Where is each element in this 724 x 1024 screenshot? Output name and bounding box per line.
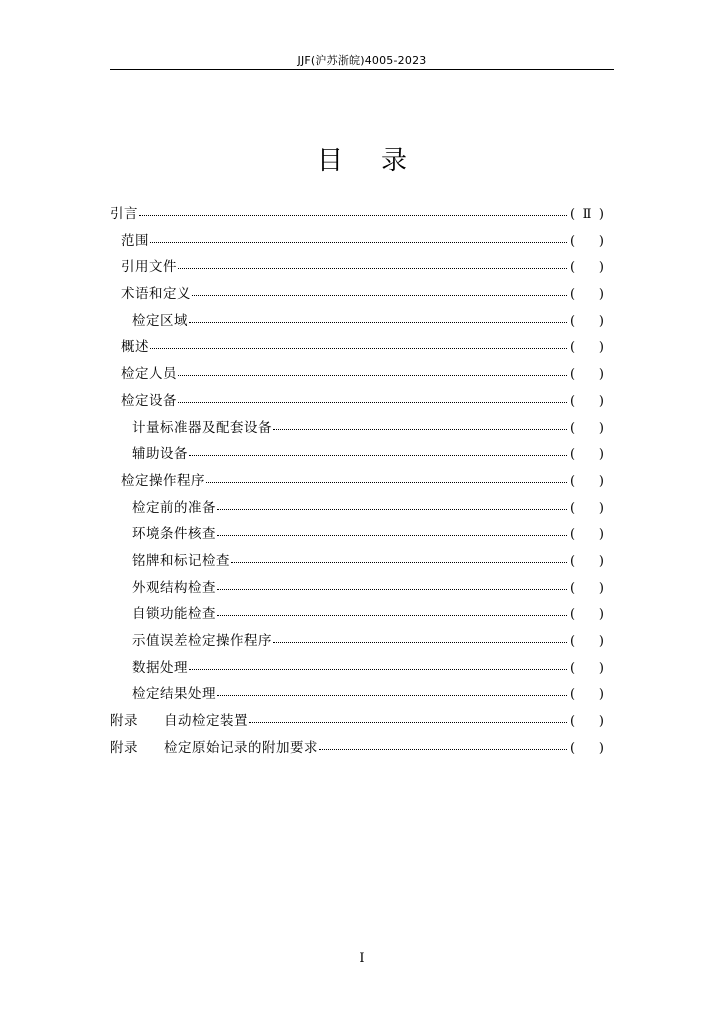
toc-page-ref: ( ) [570,740,604,756]
toc-entry-label [132,415,272,442]
toc-entry[interactable] [110,415,604,442]
toc-entry[interactable] [110,521,604,548]
toc-entry-text: 概述 [121,339,149,356]
dot-leader [150,241,567,243]
toc-entry-label [121,361,177,388]
toc-entry-text: 辅助设备 [132,446,188,463]
toc-page-ref: ( ) [570,634,604,649]
toc-entry-label [121,228,149,255]
toc-page-ref: ( Ⅱ ) [570,202,604,229]
toc-entry[interactable] [110,361,604,388]
page-title: 目录 [316,146,445,176]
toc-entry-text: 引言 [110,206,138,222]
toc-page-ref: ( ) [570,553,604,569]
appendix-prefix: 附录 [110,739,138,756]
toc-entry-text: 外观结构检查 [132,579,216,596]
dot-leader [217,614,567,616]
toc-entry[interactable] [110,388,604,415]
toc-entry[interactable] [110,655,604,682]
toc-page-ref: ( ) [570,367,604,383]
toc-entry-text: 检定前的准备 [132,499,216,516]
toc-entry-text: 自锁功能检查 [132,606,216,623]
toc-entry[interactable] [110,575,604,602]
toc-entry-label [110,735,318,762]
toc-entry-text: 术语和定义 [121,286,191,303]
dot-leader [178,267,567,269]
dot-leader [150,347,567,349]
toc-entry[interactable] [110,628,604,655]
running-header: JJF(沪苏浙皖)4005-2023 [297,54,427,67]
toc-entry-text: 检定操作程序 [121,472,205,489]
toc-entry-label [121,254,177,281]
toc-page-ref: ( ) [570,393,604,409]
dot-leader [178,401,567,403]
toc-entry-label [132,628,272,655]
toc-entry-text: 检定结果处理 [132,686,216,703]
toc-entry-label [132,495,216,522]
dot-leader [217,534,567,536]
dot-leader [206,481,567,483]
toc-entry-label [132,521,216,548]
toc-entry[interactable] [110,254,604,281]
toc-entry[interactable] [110,681,604,708]
toc-entry[interactable] [110,548,604,575]
dot-leader [189,668,567,670]
dot-leader [189,321,567,323]
toc-entry[interactable] [110,281,604,308]
toc-entry-label [132,601,216,628]
toc-entry-label [110,201,138,228]
page-number: I [359,951,365,966]
toc-page-ref: ( ) [570,233,604,249]
toc-entry-label [121,334,149,361]
toc-entry-text: 检定原始记录的附加要求 [164,739,318,756]
toc-entry[interactable] [110,708,604,735]
toc-entry[interactable] [110,441,604,468]
toc-entry-text: 示值误差检定操作程序 [132,633,272,649]
appendix-prefix: 附录 [110,713,138,730]
toc-entry-text: 检定区域 [132,312,188,329]
toc-entry-text: 环境条件核查 [132,526,216,543]
dot-leader [189,454,567,456]
toc-entry[interactable] [110,468,604,495]
toc-page-ref: ( ) [570,660,604,676]
dot-leader [273,428,567,430]
dot-leader [217,508,567,510]
toc-page-ref: ( ) [570,340,604,356]
toc-entry-text: 自动检定装置 [164,713,248,730]
toc-page-ref: ( ) [570,714,604,730]
dot-leader [217,694,567,696]
table-of-contents [110,201,604,761]
toc-page-ref: ( ) [570,500,604,516]
toc-entry-text: 计量标准器及配套设备 [132,419,272,436]
toc-entry[interactable] [110,735,604,762]
toc-entry-text: 检定人员 [121,366,177,383]
toc-entry-label [132,681,216,708]
dot-leader [319,748,567,750]
dot-leader [139,214,567,216]
toc-entry-text: 铭牌和标记检查 [132,552,230,569]
toc-page-ref: ( ) [570,260,604,276]
dot-leader [249,721,567,723]
dot-leader [231,561,567,563]
toc-page-ref: ( ) [570,313,604,329]
toc-entry[interactable] [110,228,604,255]
dot-leader [178,374,567,376]
toc-page-ref: ( ) [570,287,604,303]
toc-page-ref: ( ) [570,687,604,703]
toc-entry[interactable] [110,495,604,522]
dot-leader [273,641,567,643]
toc-entry-text: 引用文件 [121,259,177,276]
toc-entry[interactable] [110,201,604,228]
toc-entry-label [132,575,216,602]
toc-entry-label [121,388,177,415]
toc-page-ref: ( ) [570,447,604,463]
toc-entry-label [132,308,188,335]
toc-entry[interactable] [110,601,604,628]
toc-page-ref: ( ) [570,420,604,436]
toc-entry-label [121,281,191,308]
header-rule [110,69,614,70]
toc-entry-text: 范围 [121,232,149,249]
toc-entry-text: 检定设备 [121,392,177,409]
dot-leader [217,588,567,590]
toc-page-ref: ( ) [570,527,604,543]
toc-entry-label [121,468,205,495]
toc-entry-label [132,655,188,682]
toc-entry-label [110,708,248,735]
toc-entry-label [132,441,188,468]
toc-entry-label [132,548,230,575]
toc-page-ref: ( ) [570,580,604,596]
toc-page-value: Ⅱ [582,207,592,222]
toc-page-ref: ( ) [570,473,604,489]
toc-entry-text: 数据处理 [132,659,188,676]
toc-entry[interactable] [110,334,604,361]
toc-entry[interactable] [110,308,604,335]
dot-leader [192,294,567,296]
toc-page-ref: ( ) [570,607,604,623]
